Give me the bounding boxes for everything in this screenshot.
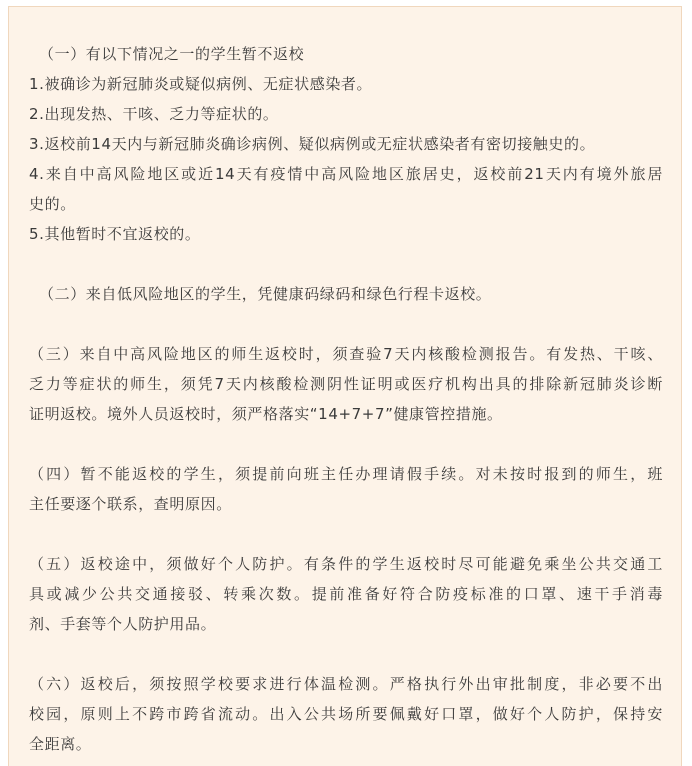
section-6 (29, 669, 663, 759)
section-paragraph-line: 校园，原则上不跨市跨省流动。出入公共场所要佩戴好口罩，做好个人防护，保持安 (29, 705, 663, 723)
section-paragraph-line: （六）返校后，须按照学校要求进行体温检测。严格执行外出审批制度，非必要不出 (29, 675, 663, 693)
section-5 (29, 549, 663, 639)
section-paragraph-line: （三）来自中高风险地区的师生返校时，须查验7天内核酸检测报告。有发热、干咳、 (29, 345, 663, 363)
list-item-1: 1.被确诊为新冠肺炎或疑似病例、无症状感染者。 (29, 75, 373, 93)
paragraph-gap (29, 429, 663, 459)
list-item-4-continued: 史的。 (29, 195, 76, 213)
section-paragraph-line: 全距离。 (29, 735, 92, 753)
list-item-2: 2.出现发热、干咳、乏力等症状的。 (29, 105, 279, 123)
section-paragraph-line: 主任要逐个联系，查明原因。 (29, 495, 232, 513)
section-paragraph-line: （五）返校途中，须做好个人防护。有条件的学生返校时尽可能避免乘坐公共交通工 (29, 555, 663, 573)
list-item-3: 3.返校前14天内与新冠肺炎确诊病例、疑似病例或无症状感染者有密切接触史的。 (29, 135, 596, 153)
paragraph-gap (29, 519, 663, 549)
section-2 (29, 279, 663, 309)
section-paragraph-line: 具或减少公共交通接驳、转乘次数。提前准备好符合防疫标准的口罩、速干手消毒 (29, 585, 663, 603)
section-3 (29, 339, 663, 429)
section-paragraph-line: 剂、手套等个人防护用品。 (29, 615, 217, 633)
list-item-4: 4.来自中高风险地区或近14天有疫情中高风险地区旅居史，返校前21天内有境外旅居 (29, 165, 663, 183)
list-item-5: 5.其他暂时不宜返校的。 (29, 225, 201, 243)
section-1 (29, 39, 663, 249)
section-paragraph-line: 乏力等症状的师生，须凭7天内核酸检测阴性证明或医疗机构出具的排除新冠肺炎诊断 (29, 375, 663, 393)
section-paragraph-line: （二）来自低风险地区的学生，凭健康码绿码和绿色行程卡返校。 (39, 285, 492, 303)
paragraph-gap (29, 249, 663, 279)
section-heading: （一）有以下情况之一的学生暂不返校 (39, 45, 305, 63)
section-paragraph-line: （四）暂不能返校的学生，须提前向班主任办理请假手续。对未按时报到的师生，班 (29, 465, 663, 483)
section-paragraph-line: 证明返校。境外人员返校时，须严格落实“14+7+7”健康管控措施。 (29, 405, 503, 423)
paragraph-gap (29, 309, 663, 339)
paragraph-gap (29, 639, 663, 669)
section-4 (29, 459, 663, 519)
notice-panel (8, 6, 682, 766)
